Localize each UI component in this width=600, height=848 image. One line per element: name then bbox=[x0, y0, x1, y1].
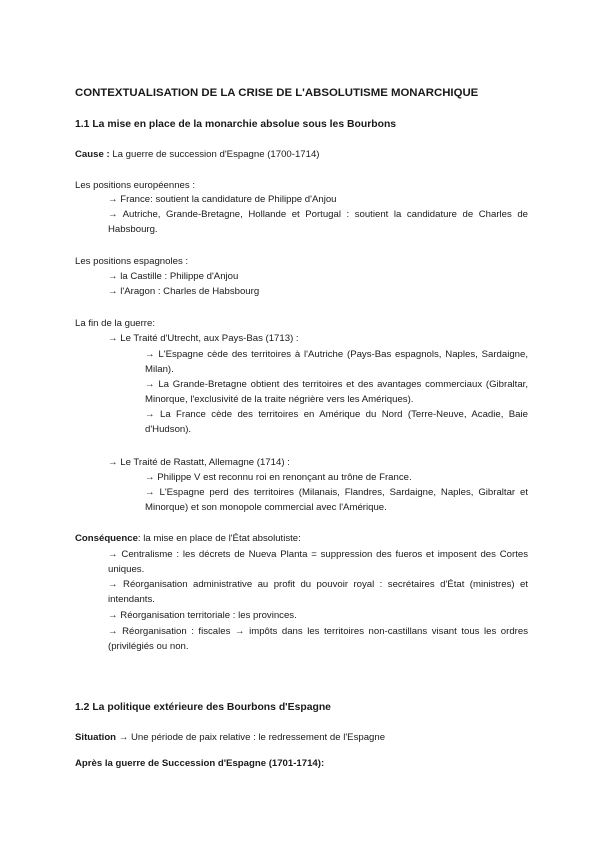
utrecht-item: → La Grande-Bretagne obtient des territoires et des avantages commerciaux (Gibraltar, Minorque, l'exclusivité de la traite négrière vers les Amériques). bbox=[145, 379, 528, 405]
section-1-heading: 1.1 La mise en place de la monarchie absolue sous les Bourbons bbox=[75, 119, 397, 130]
consequence-label: Conséquence bbox=[75, 533, 138, 544]
spanish-positions-label: Les positions espagnoles : bbox=[75, 256, 189, 267]
cause-label: Cause : bbox=[75, 149, 110, 160]
situation-label: Situation bbox=[75, 732, 117, 743]
european-item: → France: soutient la candidature de Philippe d'Anjou bbox=[108, 194, 337, 205]
rastatt-item: → L'Espagne perd des territoires (Milanais, Flandres, Sardaigne, Naples, Gibraltar et Minorque) et son monopole commercial avec l'Amérique. bbox=[145, 487, 528, 513]
consequence-text: : la mise en place de l'État absolutiste: bbox=[137, 533, 301, 544]
rastatt-title: → Le Traité de Rastatt, Allemagne (1714) : bbox=[108, 457, 290, 468]
consequence-item: → Réorganisation administrative au profit du pouvoir royal : secrétaires d'État (ministres) et intendants. bbox=[108, 579, 528, 605]
situation-text: → Une période de paix relative : le redressement de l'Espagne bbox=[116, 732, 386, 743]
consequence-item: → Centralisme : les décrets de Nueva Planta = suppression des fueros et imposent des Cortes uniques. bbox=[108, 549, 528, 575]
european-positions-label: Les positions européennes : bbox=[75, 180, 196, 191]
spanish-item: → la Castille : Philippe d'Anjou bbox=[108, 271, 239, 282]
cause-text: La guerre de succession d'Espagne (1700-1714) bbox=[109, 149, 320, 160]
spanish-item: → l'Aragon : Charles de Habsbourg bbox=[108, 286, 260, 297]
consequence-item: → Réorganisation : fiscales → impôts dans les territoires non-castillans visant tous les ordres (privilégiés ou non. bbox=[108, 626, 528, 652]
utrecht-title: → Le Traité d'Utrecht, aux Pays-Bas (1713) : bbox=[108, 333, 299, 344]
situation-line bbox=[75, 730, 385, 745]
cause-line bbox=[75, 147, 320, 162]
european-item: → Autriche, Grande-Bretagne, Hollande et Portugal : soutient la candidature de Charles de Habsbourg. bbox=[108, 209, 528, 235]
section-2-heading: 1.2 La politique extérieure des Bourbons d'Espagne bbox=[75, 702, 331, 713]
consequence-line bbox=[75, 531, 301, 546]
utrecht-item: → La France cède des territoires en Amérique du Nord (Terre-Neuve, Acadie, Baie d'Hudson). bbox=[145, 409, 528, 435]
rastatt-item: → Philippe V est reconnu roi en renonçant au trône de France. bbox=[145, 472, 412, 483]
war-end-label: La fin de la guerre: bbox=[75, 318, 156, 329]
document-title: CONTEXTUALISATION DE LA CRISE DE L'ABSOLUTISME MONARCHIQUE bbox=[75, 87, 479, 99]
after-war-heading: Après la guerre de Succession d'Espagne (1701-1714): bbox=[75, 758, 325, 769]
consequence-item: → Réorganisation territoriale : les provinces. bbox=[108, 610, 297, 621]
utrecht-item: → L'Espagne cède des territoires à l'Autriche (Pays-Bas espagnols, Naples, Sardaigne, Milan). bbox=[145, 349, 528, 375]
